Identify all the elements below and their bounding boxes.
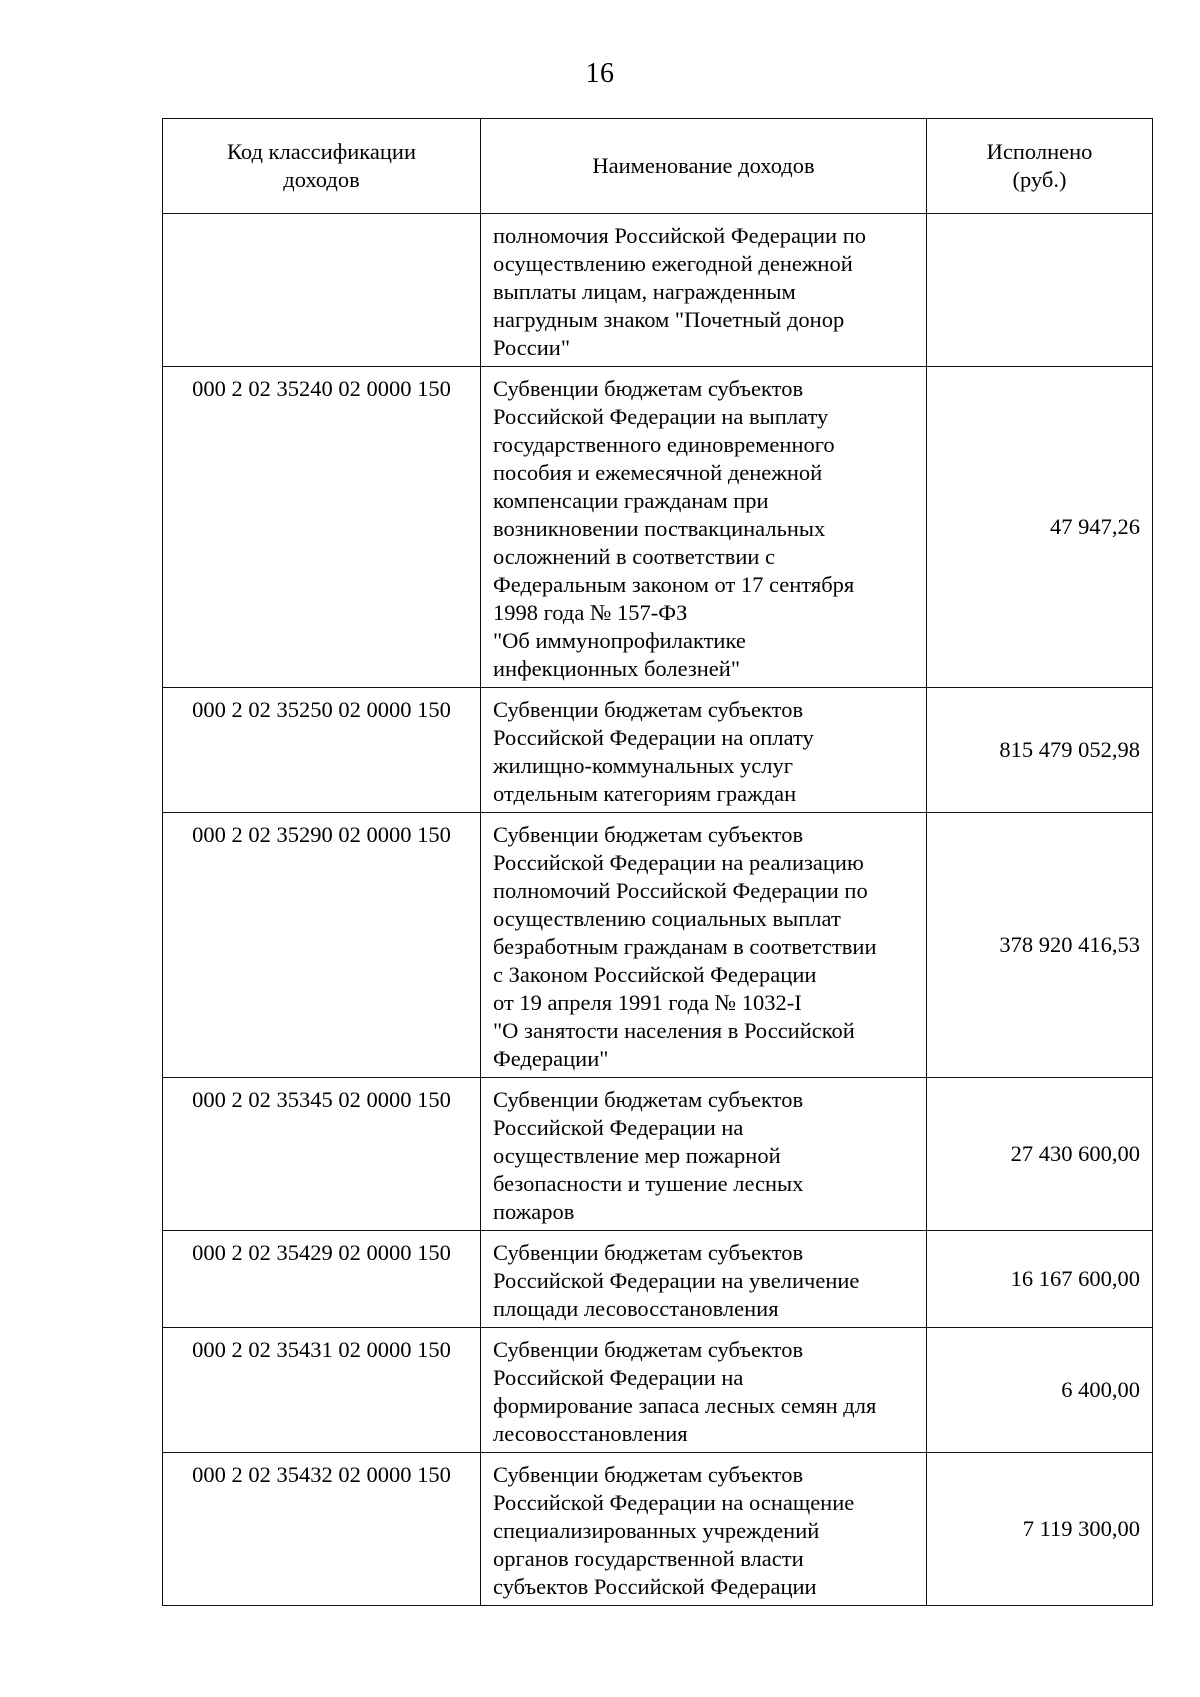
table-row — [163, 214, 1153, 367]
table-row — [163, 1078, 1153, 1231]
row-name: Субвенции бюджетам субъектов Российской Федерации на оплату жилищно-коммунальных услуг отдельным категориям граждан — [481, 688, 927, 813]
header-amount: Исполнено (руб.) — [927, 119, 1153, 214]
row-amount: 815 479 052,98 — [927, 688, 1153, 813]
income-table — [162, 118, 1153, 1606]
row-code: 000 2 02 35429 02 0000 150 — [163, 1231, 481, 1328]
row-code: 000 2 02 35240 02 0000 150 — [163, 367, 481, 688]
row-amount: 27 430 600,00 — [927, 1078, 1153, 1231]
row-name: Субвенции бюджетам субъектов Российской Федерации на оснащение специализированных учреждений органов государственной власти субъектов Российской Федерации — [481, 1453, 927, 1606]
row-amount: 6 400,00 — [927, 1328, 1153, 1453]
row-name: Субвенции бюджетам субъектов Российской Федерации на формирование запаса лесных семян для лесовосстановления — [481, 1328, 927, 1453]
row-amount: 47 947,26 — [927, 367, 1153, 688]
page-number: 16 — [585, 58, 615, 89]
table-row — [163, 813, 1153, 1078]
row-amount — [927, 214, 1153, 367]
row-code: 000 2 02 35250 02 0000 150 — [163, 688, 481, 813]
row-code: 000 2 02 35431 02 0000 150 — [163, 1328, 481, 1453]
row-name: Субвенции бюджетам субъектов Российской Федерации на увеличение площади лесовосстановления — [481, 1231, 927, 1328]
row-name: полномочия Российской Федерации по осуществлению ежегодной денежной выплаты лицам, награжденным нагрудным знаком "Почетный донор России" — [481, 214, 927, 367]
row-code: 000 2 02 35345 02 0000 150 — [163, 1078, 481, 1231]
row-code — [163, 214, 481, 367]
header-name: Наименование доходов — [481, 119, 927, 214]
table-row — [163, 688, 1153, 813]
table-header-row — [163, 119, 1153, 214]
table-row — [163, 1328, 1153, 1453]
row-code: 000 2 02 35290 02 0000 150 — [163, 813, 481, 1078]
row-amount: 378 920 416,53 — [927, 813, 1153, 1078]
row-code: 000 2 02 35432 02 0000 150 — [163, 1453, 481, 1606]
row-amount: 7 119 300,00 — [927, 1453, 1153, 1606]
table-row — [163, 1231, 1153, 1328]
row-name: Субвенции бюджетам субъектов Российской Федерации на выплату государственного единовременного пособия и ежемесячной денежной компенсации гражданам при возникновении поствакцинальных осложнений в соответствии с Федеральным законом от 17 сентября 1998 года № 157-ФЗ "Об иммунопрофилактике инфекционных болезней" — [481, 367, 927, 688]
row-amount: 16 167 600,00 — [927, 1231, 1153, 1328]
table-row — [163, 367, 1153, 688]
header-code: Код классификации доходов — [163, 119, 481, 214]
table-row — [163, 1453, 1153, 1606]
row-name: Субвенции бюджетам субъектов Российской Федерации на реализацию полномочий Российской Федерации по осуществлению социальных выплат безработным гражданам в соответствии с Законом Российской Федерации от 19 апреля 1991 года № 1032-I "О занятости населения в Российской Федерации" — [481, 813, 927, 1078]
row-name: Субвенции бюджетам субъектов Российской Федерации на осуществление мер пожарной безопасности и тушение лесных пожаров — [481, 1078, 927, 1231]
